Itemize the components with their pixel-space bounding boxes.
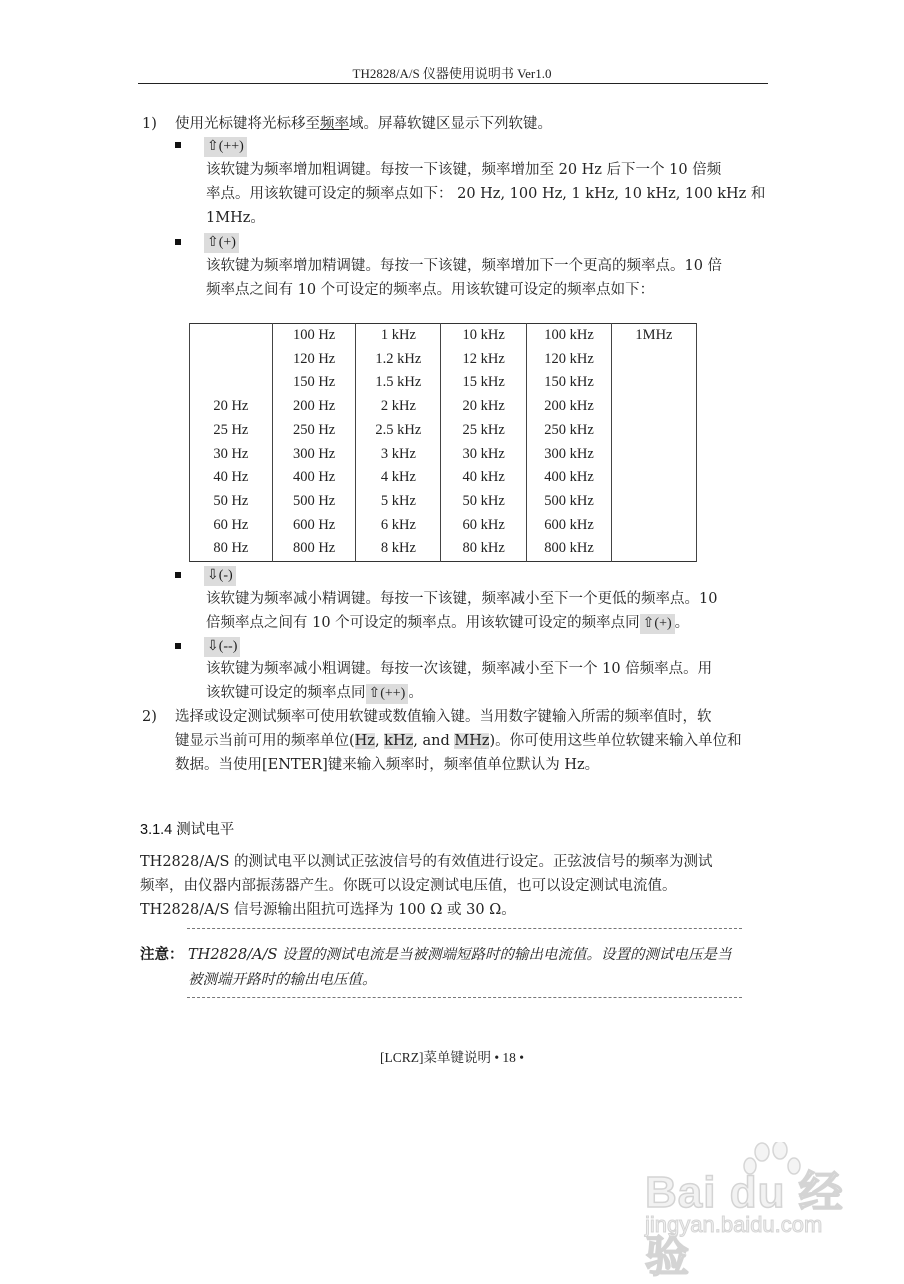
table-cell: 600 kHz xyxy=(527,514,612,538)
table-cell: 50 Hz xyxy=(190,490,273,514)
table-cell: 120 Hz xyxy=(272,348,356,372)
unit-khz-softkey-ref: kHz xyxy=(384,733,414,749)
desc-text: 。 xyxy=(408,685,423,701)
table-cell: 5 kHz xyxy=(356,490,441,514)
item2-paragraph xyxy=(175,705,770,777)
table-cell xyxy=(611,395,696,419)
table-cell: 40 kHz xyxy=(441,466,527,490)
item1-intro-post: 域。屏幕软键区显示下列软键。 xyxy=(349,116,552,132)
table-cell: 30 Hz xyxy=(190,443,273,467)
bullet-square xyxy=(175,643,181,649)
table-cell: 60 Hz xyxy=(190,514,273,538)
softkey-coarse-up xyxy=(204,135,247,157)
table-cell: 1.2 kHz xyxy=(356,348,441,372)
softkey-fine-down-desc xyxy=(206,587,766,635)
item-number-2: 2) xyxy=(142,709,157,725)
desc-line: 频率点之间有 10 个可设定的频率点。用该软键可设定的频率点如下： xyxy=(206,282,655,298)
table-cell: 8 kHz xyxy=(356,537,441,561)
header-rule xyxy=(138,83,768,84)
softkey-fine-up xyxy=(204,231,239,253)
softkey-fine-down xyxy=(204,564,236,586)
table-cell: 40 Hz xyxy=(190,466,273,490)
table-row xyxy=(190,395,697,419)
note-line: 被测端开路时的输出电压值。 xyxy=(188,972,377,988)
desc-line xyxy=(206,611,766,635)
table-cell: 2 kHz xyxy=(356,395,441,419)
table-cell: 150 Hz xyxy=(272,371,356,395)
bullet-square xyxy=(175,572,181,578)
softkey-coarse-up-desc xyxy=(206,158,766,230)
table-cell: 80 Hz xyxy=(190,537,273,561)
table-cell: 30 kHz xyxy=(441,443,527,467)
desc-line: 该软键为频率减小粗调键。每按一次该键，频率减小至下一个 10 倍频率点。用 xyxy=(206,661,713,677)
softkey-coarse-down xyxy=(204,635,240,657)
desc-line: 该软键为频率增加粗调键。每按一下该键，频率增加至 20 Hz 后下一个 10 倍频 xyxy=(206,162,722,178)
item1-intro-pre: 使用光标键将光标移至 xyxy=(175,116,320,132)
para-text: 键显示当前可用的频率单位( xyxy=(175,733,355,749)
table-cell: 25 Hz xyxy=(190,419,273,443)
desc-line: 率点。用该软键可设定的频率点如下： 20 Hz, 100 Hz, 1 kHz, 10 kHz, 100 kHz 和 xyxy=(206,186,766,202)
table-cell xyxy=(611,371,696,395)
para-text: , and xyxy=(413,733,455,749)
table-cell xyxy=(611,443,696,467)
table-row xyxy=(190,443,697,467)
baidu-jingyan-watermark xyxy=(645,1150,885,1281)
table-row xyxy=(190,537,697,561)
unit-mhz-softkey-ref: MHz xyxy=(454,733,490,749)
table-cell: 200 kHz xyxy=(527,395,612,419)
table-row xyxy=(190,419,697,443)
table-cell: 10 kHz xyxy=(441,324,527,348)
table-cell: 200 Hz xyxy=(272,395,356,419)
table-cell: 600 Hz xyxy=(272,514,356,538)
table-cell xyxy=(611,466,696,490)
desc-text: 。 xyxy=(674,615,690,631)
softkey-fine-up-label: ⇧(+) xyxy=(204,233,239,253)
para-line: 频率，由仪器内部振荡器产生。你既可以设定测试电压值，也可以设定测试电流值。 xyxy=(140,878,677,894)
desc-text: 倍频率点之间有 10 个可设定的频率点。用该软键可设定的频率点同 xyxy=(206,615,640,631)
table-cell: 3 kHz xyxy=(356,443,441,467)
table-cell: 400 Hz xyxy=(272,466,356,490)
table-cell: 250 Hz xyxy=(272,419,356,443)
table-cell: 150 kHz xyxy=(527,371,612,395)
table-row xyxy=(190,324,697,348)
table-cell: 12 kHz xyxy=(441,348,527,372)
table-cell xyxy=(611,490,696,514)
watermark-url: jingyan.baidu.com xyxy=(645,1212,823,1237)
softkey-ref-fine-up: ⇧(+) xyxy=(640,614,675,634)
table-cell: 1 kHz xyxy=(356,324,441,348)
para-line xyxy=(175,729,770,753)
table-cell: 800 kHz xyxy=(527,537,612,561)
table-cell xyxy=(611,419,696,443)
para-line: TH2828/A/S 信号源输出阻抗可选择为 100 Ω 或 30 Ω。 xyxy=(140,902,516,918)
table-row xyxy=(190,514,697,538)
table-cell: 1.5 kHz xyxy=(356,371,441,395)
table-cell xyxy=(611,537,696,561)
table-cell: 100 kHz xyxy=(527,324,612,348)
bullet-square xyxy=(175,142,181,148)
desc-line: 该软键为频率减小精调键。每按一下该键，频率减小至下一个更低的频率点。10 xyxy=(206,591,718,607)
table-cell: 20 kHz xyxy=(441,395,527,419)
table-row xyxy=(190,466,697,490)
table-cell: 100 Hz xyxy=(272,324,356,348)
note-text xyxy=(188,943,768,993)
softkey-coarse-down-desc xyxy=(206,657,766,705)
table-cell: 80 kHz xyxy=(441,537,527,561)
table-cell xyxy=(611,348,696,372)
para-text: , xyxy=(374,733,385,749)
table-cell: 2.5 kHz xyxy=(356,419,441,443)
item-number-1: 1) xyxy=(142,116,157,132)
desc-line: 1MHz。 xyxy=(206,210,265,226)
table-cell: 15 kHz xyxy=(441,371,527,395)
softkey-ref-coarse-up: ⇧(++) xyxy=(366,684,409,704)
table-row xyxy=(190,348,697,372)
table-cell: 1MHz xyxy=(611,324,696,348)
unit-hz-softkey-ref: Hz xyxy=(354,733,375,749)
section-paragraph xyxy=(140,850,772,922)
table-cell: 6 kHz xyxy=(356,514,441,538)
item1-intro xyxy=(175,112,552,136)
desc-line: 该软键为频率增加精调键。每按一下该键，频率增加下一个更高的频率点。10 倍 xyxy=(206,258,723,274)
softkey-fine-down-label: ⇩(-) xyxy=(204,566,236,586)
table-cell: 120 kHz xyxy=(527,348,612,372)
table-cell: 50 kHz xyxy=(441,490,527,514)
softkey-coarse-down-label: ⇩(--) xyxy=(204,637,240,657)
page-footer: [LCRZ]菜单键说明 • 18 • xyxy=(379,1050,525,1065)
table-cell: 250 kHz xyxy=(527,419,612,443)
note-line: TH2828/A/S 设置的测试电流是当被测端短路时的输出电流值。设置的测试电压是当 xyxy=(188,947,732,963)
bullet-square xyxy=(175,239,181,245)
softkey-coarse-up-label: ⇧(++) xyxy=(204,137,247,157)
para-text: )。你可使用这些单位软键来输入单位和 xyxy=(489,733,742,749)
table-cell: 20 Hz xyxy=(190,395,273,419)
table-row xyxy=(190,371,697,395)
table-cell: 500 Hz xyxy=(272,490,356,514)
table-cell: 500 kHz xyxy=(527,490,612,514)
desc-line xyxy=(206,681,766,705)
frequency-points-table xyxy=(189,323,697,562)
section-heading: 3.1.4 测试电平 xyxy=(140,822,235,838)
softkey-fine-up-desc xyxy=(206,254,766,302)
note-label: 注意： xyxy=(140,946,184,963)
table-cell: 800 Hz xyxy=(272,537,356,561)
desc-text: 该软键可设定的频率点同 xyxy=(206,685,366,701)
note-bottom-rule xyxy=(187,997,742,998)
table-cell xyxy=(190,371,273,395)
table-cell: 4 kHz xyxy=(356,466,441,490)
table-row xyxy=(190,490,697,514)
para-line: 数据。当使用[ENTER]键来输入频率时，频率值单位默认为 Hz。 xyxy=(175,757,600,773)
document-header-title: TH2828/A/S 仪器使用说明书 Ver1.0 xyxy=(352,66,552,81)
table-cell: 400 kHz xyxy=(527,466,612,490)
para-line: 选择或设定测试频率可使用软键或数值输入键。当用数字键输入所需的频率值时，软 xyxy=(175,709,712,725)
table-cell xyxy=(190,324,273,348)
table-cell: 300 kHz xyxy=(527,443,612,467)
note-top-rule xyxy=(187,928,742,929)
table-cell: 60 kHz xyxy=(441,514,527,538)
watermark-logo: Bai du 经验 xyxy=(645,1168,844,1281)
table-cell: 300 Hz xyxy=(272,443,356,467)
table-cell: 25 kHz xyxy=(441,419,527,443)
table-cell xyxy=(190,348,273,372)
frequency-field-ref: 频率 xyxy=(320,116,349,132)
table-cell xyxy=(611,514,696,538)
para-line: TH2828/A/S 的测试电平以测试正弦波信号的有效值进行设定。正弦波信号的频率为测试 xyxy=(140,854,713,870)
